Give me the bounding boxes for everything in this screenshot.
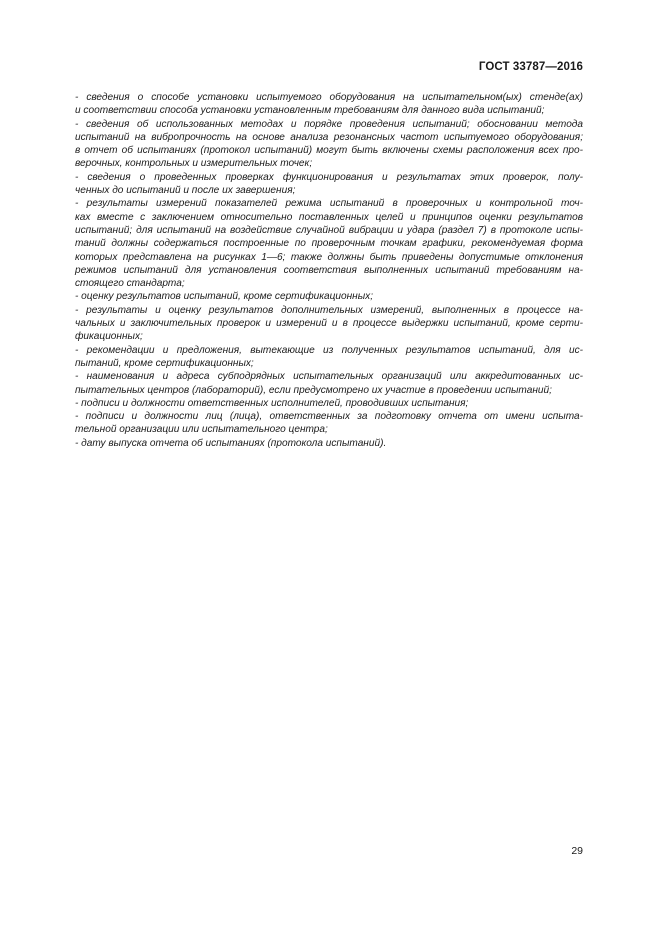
list-item-line: верочных, контрольных и измерительных точек; <box>75 158 313 170</box>
list-item-first-line: - дату выпуска отчета об испытаниях (протокола испытаний). <box>75 437 387 449</box>
list-item <box>75 437 583 450</box>
list-item-line: пытательных центров (лабораторий), если предусмотрено их участие в проведении испытаний; <box>75 384 552 396</box>
list-item <box>75 290 583 303</box>
list-item-first-line: - рекомендации и предложения, вытекающие из полученных результатов испытаний, для ис- <box>75 344 583 356</box>
list-item-first-line: - результаты и оценку результатов дополнительных измерений, выполненных в процессе на- <box>75 304 583 316</box>
list-item-first-line: - сведения о способе установки испытуемого оборудования на испытательном(ых) стенде(ах) <box>75 92 583 103</box>
list-item-line: чальных и заключительных проверок и измерений и в процессе выдержки испытаний, кроме серти- <box>75 318 583 330</box>
list-item-first-line: - подписи и должности ответственных исполнителей, проводивших испытания; <box>75 397 469 409</box>
list-item-first-line: - наименования и адреса субподрядных испытательных организаций или аккредитованных ис- <box>75 371 583 383</box>
list-item-line: испытаний на вибропрочность на основе анализа резонансных частот испытуемого оборудования; <box>75 131 583 143</box>
list-item <box>75 344 583 371</box>
page-number: 29 <box>571 845 583 857</box>
list-item <box>75 197 583 290</box>
list-item-line: которых представлена на рисунках 1—6; также должны быть приведены допустимые отклонения <box>75 251 583 263</box>
list-item <box>75 304 583 344</box>
list-item-line: ченных до испытаний и после их завершения; <box>75 185 296 197</box>
list-item <box>75 118 583 171</box>
list-item-line: испытаний; для испытаний на воздействие случайной вибрации и удара (раздел 7) в протоколе испы- <box>75 224 583 236</box>
list-item-line: пытаний, кроме сертификационных; <box>75 357 254 369</box>
list-item-line: таний должны содержаться построенные по проверочным точкам графики, рекомендуемая форма <box>75 238 583 250</box>
list-item <box>75 410 583 437</box>
list-item-first-line: - оценку результатов испытаний, кроме сертификационных; <box>75 291 374 303</box>
list-item <box>75 397 583 410</box>
standard-header: ГОСТ 33787—2016 <box>478 61 583 73</box>
list-item <box>75 370 583 397</box>
list-item-line: в отчет об испытаниях (протокол испытаний) могут быть включены схемы расположения всех про- <box>75 145 583 157</box>
list-item <box>75 91 583 118</box>
list-item-first-line: - сведения о проведенных проверках функционирования и результатах этих проверок, полу- <box>75 171 583 183</box>
document-body <box>75 91 583 450</box>
list-item-line: тельной организации или испытательного центра; <box>75 424 328 436</box>
list-item-line: режимов испытаний для установления соответствия выполненных испытаний требованиям на- <box>75 264 583 276</box>
list-item-line: фикационных; <box>75 331 143 343</box>
list-item-first-line: - результаты измерений показателей режима испытаний в проверочных и контрольной точ- <box>75 198 583 210</box>
list-item <box>75 171 583 198</box>
list-item-line: и соответствии способа установки установленным требованиям для данного вида испытаний; <box>75 105 545 117</box>
list-item-first-line: - подписи и должности лиц (лица), ответственных за подготовку отчета от имени испыта- <box>75 411 583 423</box>
list-item-line: ках вместе с заключением относительно поставленных целей и принципов оценки результатов <box>75 211 583 223</box>
list-item-line: стоящего стандарта; <box>75 278 185 290</box>
list-item-first-line: - сведения об использованных методах и порядке проведения испытаний; обосновании метода <box>75 118 583 130</box>
